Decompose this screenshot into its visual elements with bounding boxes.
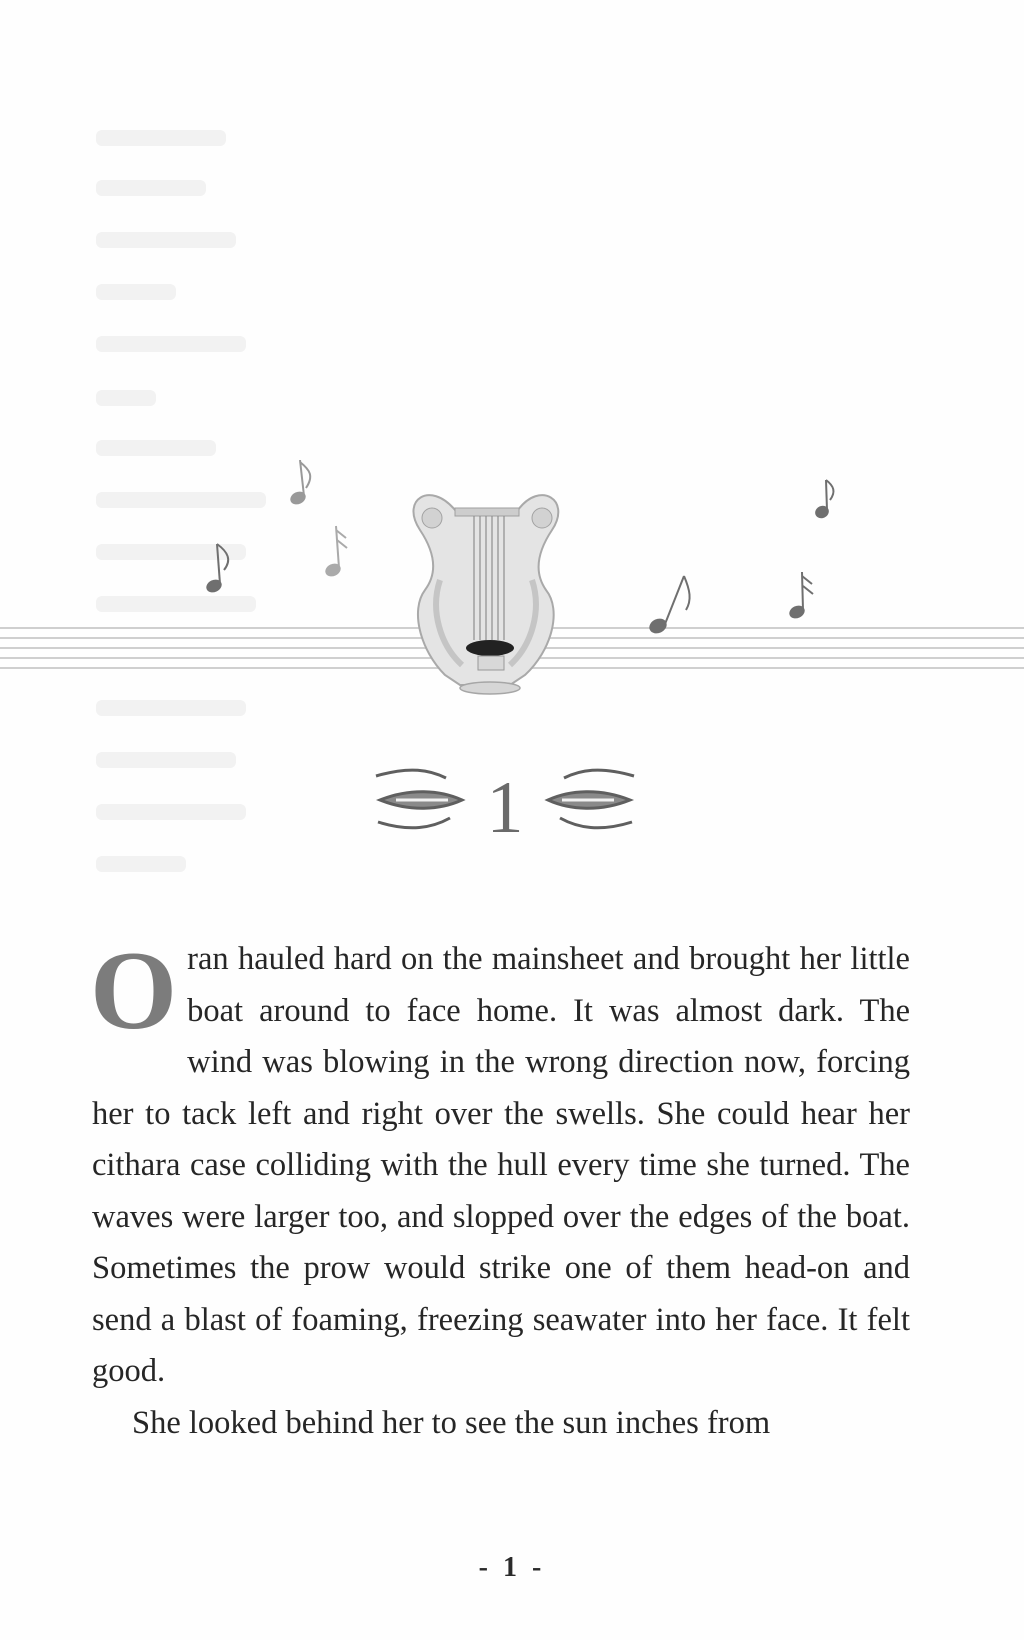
chapter-heading <box>370 760 640 860</box>
paragraph-2: She looked behind her to see the sun inches from <box>132 1404 771 1441</box>
page-number: - 1 - <box>478 1552 546 1583</box>
chapter-number: 1 <box>486 767 524 849</box>
lyre-icon <box>413 495 558 694</box>
paragraph-1-text: ran hauled hard on the mainsheet and brought her little boat around to face home. It was almost dark. The wind was blowing in the wrong direction now, forcing her to tack left and right over the swells. She could hear her cithara case colliding with the hull every time she turned. The waves were larger too, and slopped over the edges of the boat. Sometimes the prow would strike one of them head-on and send a blast of foaming, freezing seawater into her face. It felt good. <box>92 941 910 1389</box>
drop-cap: O <box>90 929 178 1053</box>
paragraph-1 <box>90 929 910 1398</box>
story-text <box>90 929 910 1449</box>
lyre-staff-illustration <box>0 460 1024 740</box>
